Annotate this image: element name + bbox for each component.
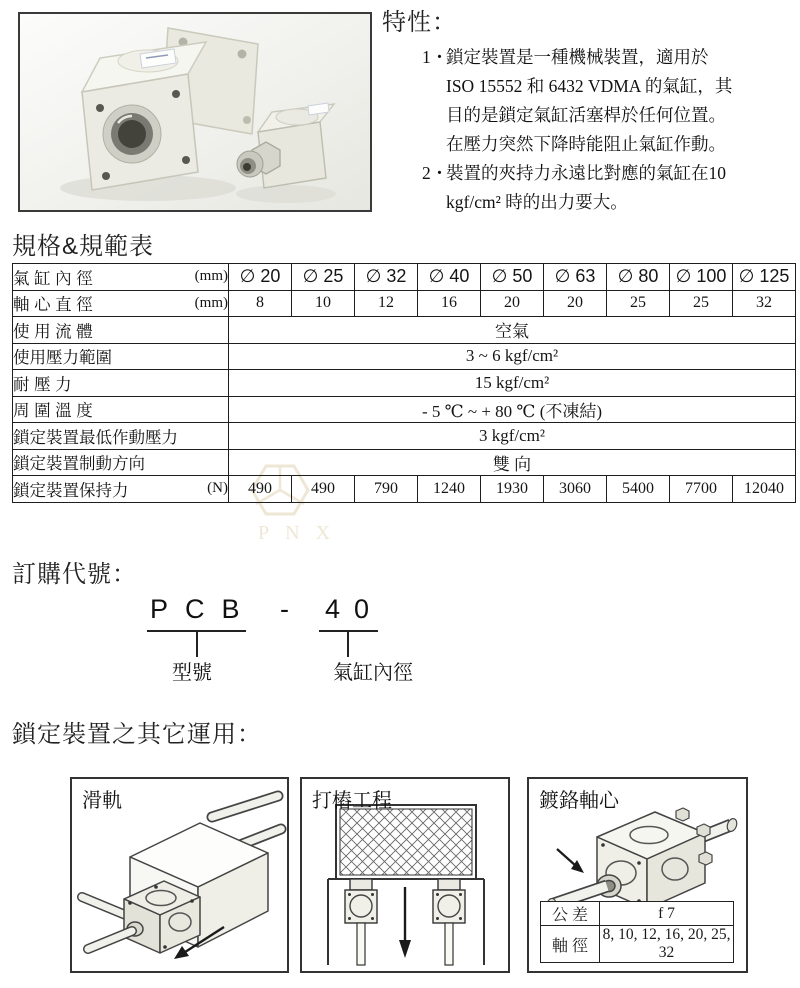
spec-cell: ∅ 100 <box>670 264 733 291</box>
row-label: 使 用 流 體 <box>13 322 93 341</box>
spec-row-pressure-range <box>13 343 796 370</box>
spec-cell: 3 kgf/cm² <box>229 423 796 450</box>
spec-cell: 5400 <box>607 476 670 503</box>
row-label-cell <box>13 317 229 344</box>
spec-cell: ∅ 25 <box>292 264 355 291</box>
spec-cell: ∅ 63 <box>544 264 607 291</box>
spec-cell: 25 <box>670 290 733 317</box>
watermark-text: PNX <box>258 522 347 544</box>
row-label: 周 圍 溫 度 <box>13 402 93 421</box>
spec-cell: 12 <box>355 290 418 317</box>
row-label: 耐 壓 力 <box>13 375 72 394</box>
application-label: 滑軌 <box>82 790 122 812</box>
application-box-chrome-shaft <box>527 777 748 973</box>
spec-row-fluid <box>13 317 796 344</box>
row-label-cell <box>13 396 229 423</box>
feature-text-line: 目的是鎖定氣缸活塞桿於任何位置。 <box>446 105 726 125</box>
application-label: 打樁工程 <box>312 790 392 812</box>
spec-cell: 20 <box>544 290 607 317</box>
spec-cell: 20 <box>481 290 544 317</box>
shaft-diameter-label: 軸 徑 <box>541 926 600 963</box>
spec-cell: 3060 <box>544 476 607 503</box>
features-section <box>382 0 796 217</box>
spec-row-proof-pressure <box>13 370 796 397</box>
spec-cell: ∅ 80 <box>607 264 670 291</box>
order-code-model-label: 型號 <box>172 662 212 684</box>
spec-row-shaft-diameter <box>13 290 796 317</box>
features-title: 特性： <box>382 9 457 36</box>
row-label: 鎖定裝置最低作動壓力 <box>13 428 178 447</box>
spec-cell: 1930 <box>481 476 544 503</box>
spec-row-ambient-temperature <box>13 396 796 423</box>
shaft-diameter-row <box>541 926 734 963</box>
press-direction-arrow <box>399 887 411 958</box>
spec-cell: - 5 ℃ ~ + 80 ℃ (不凍結) <box>229 396 796 423</box>
spec-row-braking-direction <box>13 449 796 476</box>
spec-cell: 7700 <box>670 476 733 503</box>
product-photo <box>18 12 372 212</box>
spec-cell: 490 <box>292 476 355 503</box>
feature-number: 1・ <box>422 47 449 67</box>
spec-cell: 490 <box>229 476 292 503</box>
order-code-bore: 40 <box>325 594 384 624</box>
row-unit: (mm) <box>194 268 228 285</box>
spec-cell: 空氣 <box>229 317 796 344</box>
spec-row-cylinder-bore <box>13 264 796 291</box>
row-label: 使用壓力範圍 <box>13 349 112 368</box>
applications-title: 鎖定裝置之其它運用： <box>12 721 262 748</box>
shaft-diameter-value: 8, 10, 12, 16, 20, 25, 32 <box>600 926 734 963</box>
spec-cell: 16 <box>418 290 481 317</box>
application-box-slide-rail <box>70 777 289 973</box>
spec-row-holding-force <box>13 476 796 503</box>
spec-cell: ∅ 50 <box>481 264 544 291</box>
product-photo-illustration <box>20 14 370 210</box>
order-code-leader-model <box>196 631 198 657</box>
large-lock-unit <box>82 42 206 190</box>
spec-cell: ∅ 32 <box>355 264 418 291</box>
order-code-bore-label: 氣缸內徑 <box>333 662 413 684</box>
feature-number: 2・ <box>422 163 449 183</box>
spec-cell: ∅ 40 <box>418 264 481 291</box>
application-box-pile-driving <box>300 777 510 973</box>
spec-cell: 3 ~ 6 kgf/cm² <box>229 343 796 370</box>
row-unit: (N) <box>207 480 228 497</box>
feature-item <box>382 159 796 217</box>
order-code-dash: - <box>280 594 289 624</box>
application-label: 鍍鉻軸心 <box>539 790 619 812</box>
spec-cell: ∅ 125 <box>733 264 796 291</box>
row-label: 軸 心 直 徑 <box>13 296 93 315</box>
shaft-tolerance-table <box>540 901 734 963</box>
spec-cell: 15 kgf/cm² <box>229 370 796 397</box>
feature-text-line: 在壓力突然下降時能阻止氣缸作動。 <box>446 134 726 154</box>
feature-text-line: 鎖定裝置是一種機械裝置，適用於 <box>446 47 709 67</box>
spec-table <box>12 263 796 503</box>
row-label-cell <box>13 290 229 317</box>
feature-text-line: kgf/cm² 時的出力要大。 <box>446 192 628 212</box>
order-code-leader-bore <box>347 631 349 657</box>
spec-cell: 10 <box>292 290 355 317</box>
spec-cell: 8 <box>229 290 292 317</box>
spec-cell: ∅ 20 <box>229 264 292 291</box>
spec-cell: 790 <box>355 476 418 503</box>
spec-cell: 25 <box>607 290 670 317</box>
row-label: 氣 缸 內 徑 <box>13 269 93 288</box>
tolerance-label: 公 差 <box>541 902 600 926</box>
row-unit: (mm) <box>194 294 228 311</box>
spec-table-title: 規格&規範表 <box>12 233 155 260</box>
spec-row-min-operating-pressure <box>13 423 796 450</box>
feature-item <box>382 43 796 159</box>
feature-text-line: 裝置的夾持力永遠比對應的氣缸在10 <box>446 163 726 183</box>
spec-cell: 雙 向 <box>229 449 796 476</box>
spec-cell: 1240 <box>418 476 481 503</box>
order-code-title: 訂購代號： <box>12 561 137 588</box>
row-label-cell <box>13 264 229 291</box>
row-label-cell <box>13 423 229 450</box>
row-label: 鎖定裝置制動方向 <box>13 455 145 474</box>
row-label: 鎖定裝置保持力 <box>13 481 129 500</box>
row-label-cell <box>13 449 229 476</box>
row-label-cell <box>13 343 229 370</box>
tolerance-value: f 7 <box>600 902 734 926</box>
tolerance-row <box>541 902 734 926</box>
order-code-model: PCB <box>150 594 257 624</box>
spec-cell: 32 <box>733 290 796 317</box>
feature-text-line: ISO 15552 和 6432 VDMA 的氣缸，其 <box>446 76 733 96</box>
row-label-cell <box>13 476 229 503</box>
spec-cell: 12040 <box>733 476 796 503</box>
row-label-cell <box>13 370 229 397</box>
